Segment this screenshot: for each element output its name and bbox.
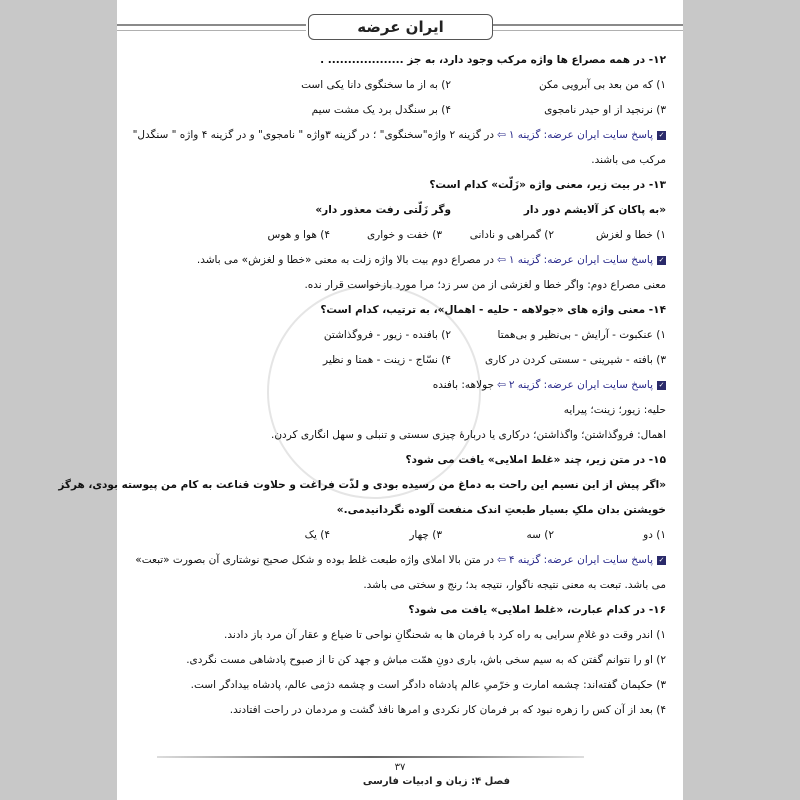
option: ۳) بافته - شیرینی - سستی کردن در کاری (484, 354, 666, 366)
header-rule-left (117, 24, 306, 31)
question-13-options (139, 223, 666, 248)
answer-label: پاسخ سایت ایران عرضه: گزینه ۴ (508, 554, 653, 566)
poem-hemistich-1: «به پاکان کز آلایشم دور دار (523, 204, 666, 216)
option: ۳) حکیمان گفته‌اند: چشمه امارت و خرّمیِ عالم پادشاه دادگر است و چشمه دژمی عالم، پادشاه بیدادگر است. (190, 679, 666, 691)
checkbox-icon: ✓ (658, 555, 665, 564)
question-14-explanation-2: اهمال: فروگذاشتن؛ واگذاشتن؛ درکاری یا دربارهٔ چیزی سستی و تنبلی و سهل انگاری کردن. (270, 429, 666, 441)
question-13-answer (139, 248, 666, 273)
question-15-title: ۱۵- در متن زیر، چند «غلط املایی» یافت می شود؟ (405, 454, 666, 466)
option: ۳) چهار (409, 529, 442, 541)
question-15-options (139, 523, 666, 548)
question-15-passage-2: خویشتن بدان ملکِ بسیار طبعتِ اندک منفعت آلوده نگردانیدمی.» (336, 504, 666, 516)
question-14-options-row-1 (139, 323, 666, 348)
question-14-title: ۱۴- معنی واژه های «جولاهه - حلیه - اهمال»، به ترتیب، کدام است؟ (320, 304, 666, 316)
answer-text: در گزینه ۲ واژه"سخنگوی" ؛ در گزینه ۳واژه " نامجوی" و در گزینه ۴ واژه " سنگدل" (132, 129, 495, 141)
page-header (117, 14, 683, 38)
question-12-options-row-2 (139, 98, 666, 123)
option: ۳) خفت و خواری (366, 229, 442, 241)
poem-hemistich-2: وگر زَلّتی رفت معذور دار» (315, 204, 451, 216)
checkbox-icon: ✓ (658, 255, 665, 264)
chapter-title: فصل ۴: زبان و ادبیات فارسی (362, 776, 510, 787)
question-12-answer (132, 123, 666, 148)
option: ۴) نسّاج - زینت - همتا و نظیر (323, 354, 451, 366)
footer-rule (157, 756, 584, 758)
answer-label: پاسخ سایت ایران عرضه: گزینه ۱ (508, 129, 653, 141)
option: ۴) بر سنگدل برد یک مشت سیم (311, 104, 451, 116)
answer-text: در متن بالا املای واژه طبعت غلط بوده و شکل صحیح نوشتاری آن بصورت «تبعت» (135, 554, 495, 566)
arrow-left-icon: ⇦ (497, 379, 506, 391)
option: ۲) بافنده - زیور - فروگذاشتن (323, 329, 451, 341)
option: ۳) نرنجید از او حیدر نامجوی (544, 104, 666, 116)
document-page (58, 0, 683, 800)
arrow-left-icon: ⇦ (497, 129, 506, 141)
page-number: ۳۷ (394, 762, 406, 773)
arrow-left-icon: ⇦ (497, 554, 506, 566)
question-16-title: ۱۶- در کدام عبارت، «غلط املایی» یافت می شود؟ (408, 604, 666, 616)
page-content (58, 48, 666, 723)
option: ۴) یک (304, 529, 330, 541)
question-14-explanation-1: حلیه: زیور؛ زینت؛ پیرایه (563, 404, 666, 416)
checkbox-icon: ✓ (658, 130, 665, 139)
option: ۴) بعد از آن کس را زهره نبود که بر فرمان کار نکردی و امرها نافذ گشت و مردمان در راحت افتادند. (229, 704, 666, 716)
option: ۱) خطا و لغزش (596, 229, 666, 241)
question-15-answer-cont: می باشد. تبعت به معنی نتیجه ناگوار، نتیجه بد؛ رنج و سختی می باشد. (363, 579, 666, 591)
logo-text: ایران عرضه (357, 18, 444, 36)
option: ۲) گمراهی و نادانی (469, 229, 554, 241)
question-13-poem (139, 198, 666, 223)
option: ۲) او را نتوانم گفتن که به سیم سخی باش، باری دونِ همّت مباش و جهد کن تا از صبوح پادشاهی مست نگردی. (186, 654, 666, 666)
answer-label: پاسخ سایت ایران عرضه: گزینه ۱ (508, 254, 653, 266)
question-14-answer (139, 373, 666, 398)
option: ۱) عنکبوت - آرایش - بی‌نظیر و بی‌همتا (497, 329, 666, 341)
question-12-answer-cont: مرکب می باشند. (591, 154, 666, 166)
arrow-left-icon: ⇦ (497, 254, 506, 266)
answer-label: پاسخ سایت ایران عرضه: گزینه ۲ (508, 379, 653, 391)
question-13-explanation: معنی مصراع دوم: واگر خطا و لغزشی از من سر زد؛ مرا مورد بازخواست قرار نده. (304, 279, 666, 291)
question-12-options-row-1 (139, 73, 666, 98)
question-12-title: ۱۲- در همه مصراع ها واژه مرکب وجود دارد، به جز ................... . (320, 54, 666, 66)
option: ۱) اندر وقت دو غلامِ سرایی به راه کرد با فرمان ها به شحنگانِ نواحی تا ضیاع و عقار آن مرد باز دادند. (224, 629, 666, 641)
question-15-answer (135, 548, 666, 573)
header-rule-right (493, 24, 683, 31)
option: ۱) دو (643, 529, 666, 541)
option: ۲) سه (526, 529, 554, 541)
logo (308, 14, 493, 40)
question-13-title: ۱۳- در بیت زیر، معنی واژه «زَلّت» کدام است؟ (429, 179, 666, 191)
option: ۴) هوا و هوس (267, 229, 330, 241)
question-14-options-row-2 (139, 348, 666, 373)
checkbox-icon: ✓ (658, 380, 665, 389)
option: ۲) به از ما سخنگوی دانا یکی است (301, 79, 451, 91)
answer-text: در مصراع دوم بیت بالا واژه زلت به معنی «خطا و لغزش» می باشد. (196, 254, 495, 266)
answer-text: جولاهه: بافنده (432, 379, 495, 391)
question-15-passage-1: «اگر پیش از این نسیم این راحت به دماغ من رسیده بودی و لذّت فراغت و حلاوت قناعت به کام من پیوسته بودی، هرگز (58, 479, 666, 491)
option: ۱) که من بعد بی آبرویی مکن (539, 79, 666, 91)
